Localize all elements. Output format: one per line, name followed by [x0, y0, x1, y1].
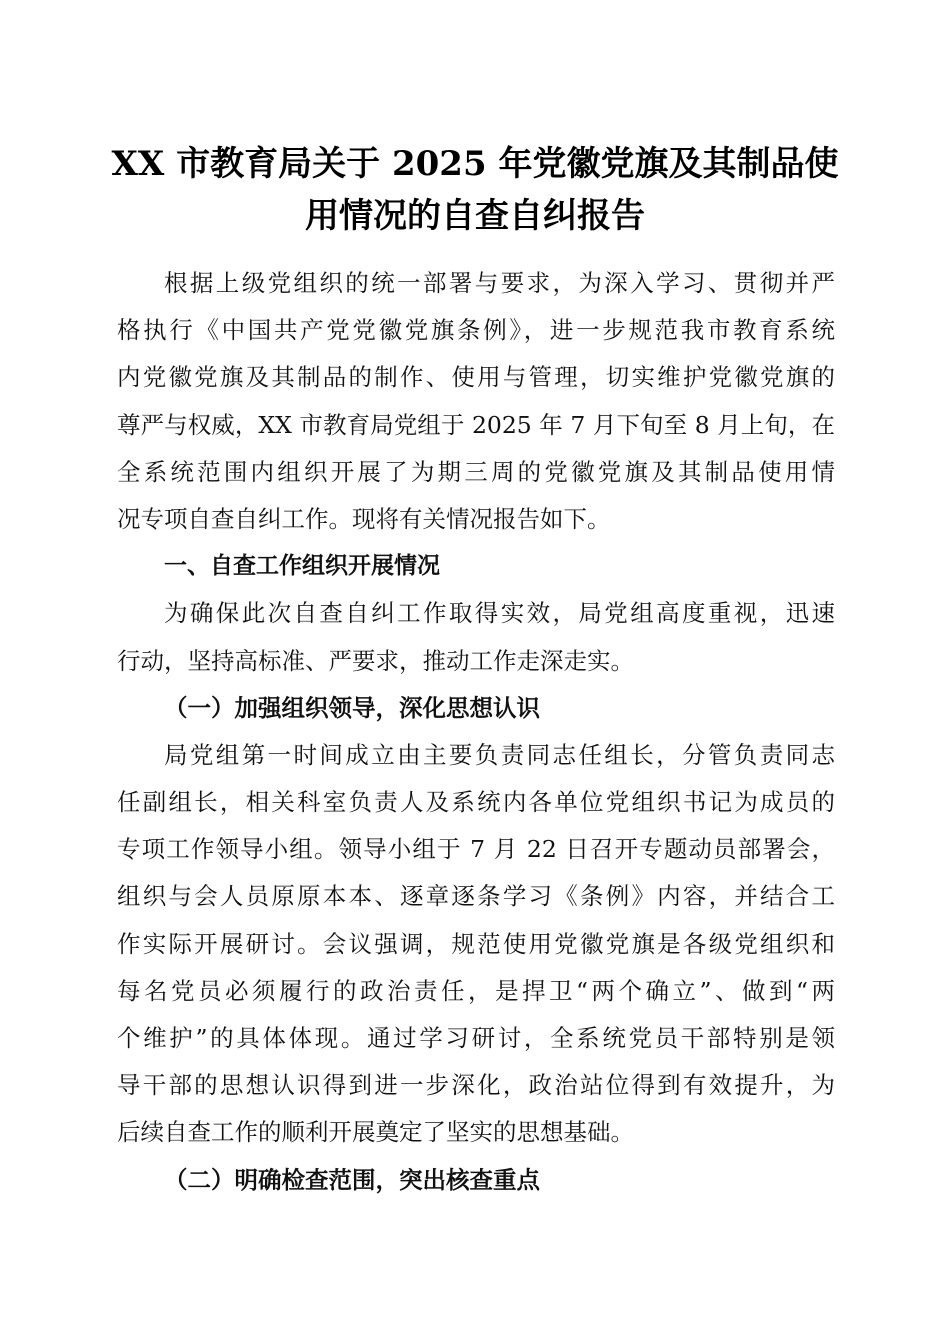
paragraph-intro-line: 格执行《中国共产党党徽党旗条例》，进一步规范我市教育系统: [117, 316, 835, 345]
paragraph-intro-line: 尊严与权威，XX 市教育局党组于 2025 年 7 月下旬至 8 月上旬，在: [117, 410, 835, 439]
paragraph-overview-line: 行动，坚持高标准、严要求，推动工作走深走实。: [117, 646, 634, 675]
paragraph-leadership-line: 专项工作领导小组。领导小组于 7 月 22 日召开专题动员部署会，: [117, 835, 835, 864]
title-line-1: XX 市教育局关于 2025 年党徽党旗及其制品使: [111, 144, 839, 184]
paragraph-leadership-line: 局党组第一时间成立由主要负责同志任组长，分管负责同志: [164, 740, 835, 769]
paragraph-intro-line: 根据上级党组织的统一部署与要求，为深入学习、贯彻并严: [164, 269, 835, 297]
paragraph-leadership-line: 个维护”的具体体现。通过学习研讨，全系统党员干部特别是领: [117, 1024, 835, 1052]
title-line-2: 用情况的自查自纠报告: [305, 196, 645, 236]
paragraph-intro-line: 况专项自查自纠工作。现将有关情况报告如下。: [117, 504, 611, 533]
subsection-heading-1: （一）加强组织领导，深化思想认识: [164, 693, 540, 722]
paragraph-leadership-line: 作实际开展研讨。会议强调，规范使用党徽党旗是各级党组织和: [117, 929, 835, 958]
section-heading-1: 一、自查工作组织开展情况: [164, 553, 440, 580]
paragraph-overview-line: 为确保此次自查自纠工作取得实效，局党组高度重视，迅速: [164, 599, 835, 628]
document-body: [117, 260, 835, 1204]
paragraph-leadership-line: 任副组长，相关科室负责人及系统内各单位党组织书记为成员的: [117, 788, 835, 817]
paragraph-leadership-line: 组织与会人员原原本本、逐章逐条学习《条例》内容，并结合工: [117, 882, 835, 911]
paragraph-leadership-line: 后续自查工作的顺利开展奠定了坚实的思想基础。: [117, 1118, 634, 1147]
paragraph-leadership-line: 导干部的思想认识得到进一步深化，政治站位得到有效提升，为: [117, 1071, 835, 1100]
subsection-heading-2: （二）明确检查范围，突出核查重点: [164, 1165, 540, 1194]
document-title: [90, 138, 860, 242]
paragraph-leadership-line: 每名党员必须履行的政治责任，是捍卫“两个确立”、做到“两: [117, 976, 835, 1005]
paragraph-intro-line: 内党徽党旗及其制品的制作、使用与管理，切实维护党徽党旗的: [117, 363, 835, 392]
paragraph-intro-line: 全系统范围内组织开展了为期三周的党徽党旗及其制品使用情: [117, 457, 835, 486]
